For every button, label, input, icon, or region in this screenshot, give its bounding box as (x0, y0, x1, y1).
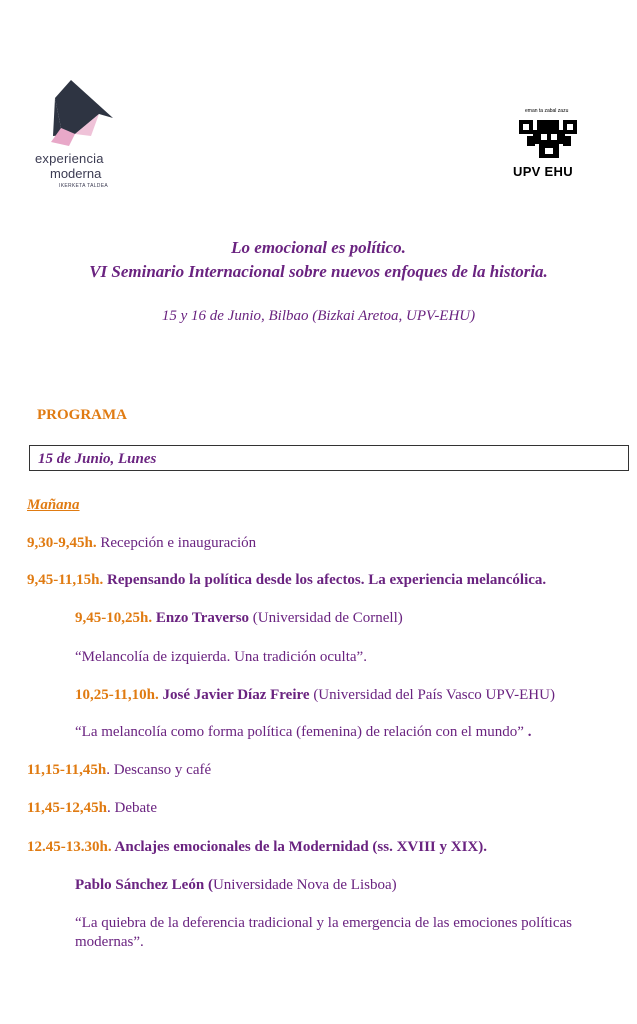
talk-tail: . (523, 724, 532, 740)
item-time: 9,45-10,25h (75, 610, 149, 626)
day-header-box (29, 445, 629, 471)
upv-ehu-logo (513, 108, 583, 183)
logo-text-line1: experiencia (35, 151, 104, 166)
talk-title-line2: modernas”. (75, 934, 144, 950)
speaker-name: Pablo Sánchez León (75, 877, 205, 893)
item-time: 9,30-9,45h. (27, 535, 97, 551)
item-dot: . (155, 687, 159, 703)
day-label: 15 de Junio, Lunes (38, 451, 157, 467)
page-subtitle: VI Seminario Internacional sobre nuevos enfoques de la historia. (89, 262, 548, 281)
item-text: . Descanso y café (106, 762, 212, 778)
item-time: 9,45-11,15h. (27, 572, 104, 588)
schedule-item (75, 687, 555, 704)
upv-tagline: eman ta zabal zazu (525, 108, 569, 114)
item-text: Anclajes emocionales de la Modernidad (ss. XVIII y XIX). (111, 839, 488, 855)
item-time: 12.45-13.30h. (27, 839, 112, 855)
item-dot: . (148, 610, 153, 626)
upv-ehu-name: UPV EHU (513, 164, 573, 179)
page-title: Lo emocional es político. (231, 238, 406, 257)
speaker-affiliation: Universidade Nova de Lisboa) (212, 877, 397, 893)
item-text: Recepción e inauguración (96, 535, 257, 551)
logo-text-line3: IKERKETA TALDEA (59, 183, 108, 189)
item-text: Repensando la política desde los afectos. La experiencia melancólica. (103, 572, 547, 588)
speaker-name: Enzo Traverso (152, 610, 250, 626)
item-time: 11,45-12,45h (27, 800, 108, 816)
speaker-affiliation: (Universidad de Cornell) (249, 610, 403, 626)
upv-ehu-emblem-icon (519, 118, 579, 162)
schedule-item (75, 610, 403, 627)
item-time: 10,25-11,10h (75, 687, 156, 703)
experiencia-moderna-mark-icon (33, 78, 123, 150)
talk-text: “La melancolía como forma política (femenina) de relación con el mundo” (75, 724, 524, 740)
experiencia-moderna-logo (33, 78, 123, 193)
speaker-affiliation: (Universidad del País Vasco UPV-EHU) (309, 687, 555, 703)
item-time: 11,15-11,45h (27, 762, 107, 778)
item-text: . Debate (107, 800, 157, 816)
schedule-item (27, 839, 487, 856)
programa-heading: PROGRAMA (37, 407, 127, 423)
talk-title: “Melancolía de izquierda. Una tradición oculta”. (75, 649, 367, 665)
talk-title-line1: “La quiebra de la deferencia tradicional y la emergencia de las emociones políticas (75, 915, 572, 931)
speaker-name: José Javier Díaz Freire (158, 687, 310, 703)
logo-text-line2: moderna (50, 166, 102, 181)
affil-open: ( (204, 877, 213, 893)
schedule-item (27, 572, 546, 589)
schedule-item (27, 800, 157, 817)
schedule-item (27, 535, 256, 552)
schedule-item (75, 877, 397, 894)
schedule-item (27, 762, 211, 779)
session-label: Mañana (27, 497, 80, 513)
talk-title (75, 724, 531, 741)
event-dates: 15 y 16 de Junio, Bilbao (Bizkai Aretoa, UPV-EHU) (161, 308, 476, 324)
